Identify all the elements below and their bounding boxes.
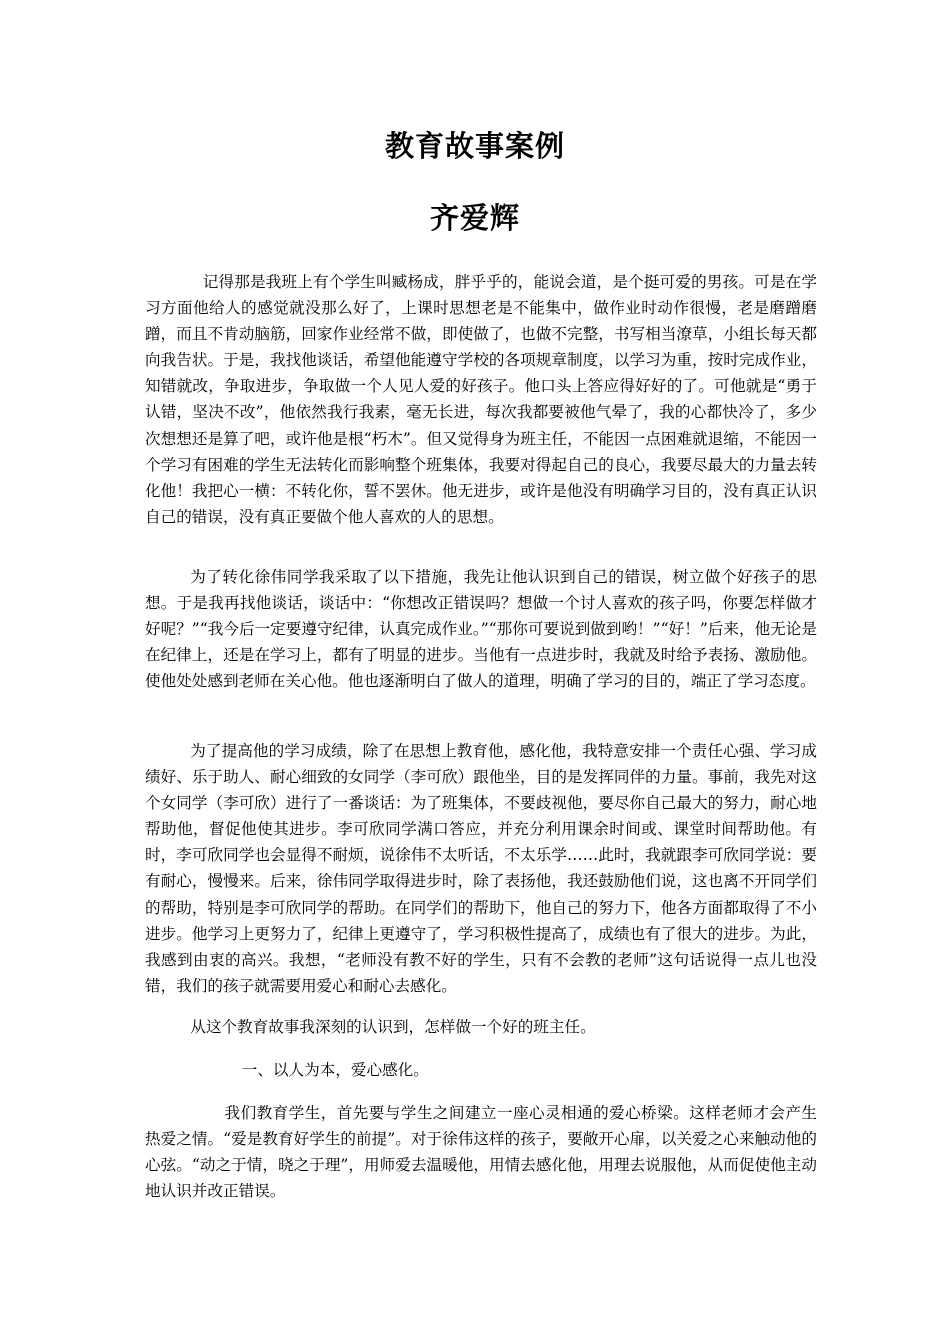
paragraph-4: 从这个教育故事我深刻的认识到，怎样做一个好的班主任。	[190, 1018, 596, 1036]
paragraph-3: 为了提高他的学习成绩，除了在思想上教育他，感化他，我特意安排一个责任心强、学习成绩好、乐于助人、耐心细致的女同学（李可欣）跟他坐，目的是发挥同伴的力量。事前，我先对这个女同学（李可欣）进行了一番谈话：为了班集体，不要歧视他，要尽你自己最大的努力，耐心地帮助他，督促他使其进步。李可欣同学满口答应，并充分利用课余时间或、课堂时间帮助他。有时，李可欣同学也会显得不耐烦，说徐伟不太听话，不太乐学……此时，我就跟李可欣同学说：要有耐心，慢慢来。后来，徐伟同学取得进步时，除了表扬他，我还鼓励他们说，这也离不开同学们的帮助，特别是李可欣同学的帮助。在同学们的帮助下，他自己的努力下，他各方面都取得了不小进步。他学习上更努力了，纪律上更遵守了，学习积极性提高了，成绩也有了很大的进步。为此，我感到由衷的高兴。我想，“老师没有教不好的学生，只有不会教的老师”这句话说得一点儿也没错，我们的孩子就需要用爱心和耐心去感化。	[145, 742, 817, 995]
paragraph-2: 为了转化徐伟同学我采取了以下措施，我先让他认识到自己的错误，树立做个好孩子的思想。于是我再找他谈话，谈话中：“你想改正错误吗？想做一个讨人喜欢的孩子吗，你要怎样做才好呢？”“我今后一定要遵守纪律，认真完成作业。”“那你可要说到做到哟！”“好！”后来，他无论是在纪律上，还是在学习上，都有了明显的进步。当他有一点进步时，我就及时给予表扬、激励他。使他处处感到老师在关心他。他也逐渐明白了做人的道理，明确了学习的目的，端正了学习态度。	[145, 568, 817, 691]
paragraph-5: 我们教育学生，首先要与学生之间建立一座心灵相通的爱心桥梁。这样老师才会产生热爱之情。“爱是教育好学生的前提”。对于徐伟这样的孩子，要敞开心扉，以关爱之心来触动他的心弦。“动之于情，晓之于理”，用师爱去温暖他，用情去感化他，用理去说服他，从而促使他主动地认识并改正错误。	[145, 1104, 817, 1201]
paragraph-1: 记得那是我班上有个学生叫臧杨成，胖乎乎的，能说会道，是个挺可爱的男孩。可是在学习方面他给人的感觉就没那么好了，上课时思想老是不能集中，做作业时动作很慢，老是磨蹭磨蹭，而且不肯动脑筋，回家作业经常不做，即使做了，也做不完整，书写相当潦草，小组长每天都向我告状。于是，我找他谈话，希望他能遵守学校的各项规章制度，以学习为重，按时完成作业，知错就改，争取进步，争取做一个人见人爱的好孩子。他口头上答应得好好的了。可他就是“勇于认错，坚决不改”，他依然我行我素，毫无长进，每次我都要被他气晕了，我的心都快冷了，多少次想想还是算了吧，或许他是根“朽木”。但又觉得身为班主任，不能因一点困难就退缩，不能因一个学习有困难的学生无法转化而影响整个班集体，我要对得起自己的良心，我要尽最大的力量去转化他！我把心一横：不转化你，誓不罢休。他无进步，或许是他没有明确学习目的，没有真正认识自己的错误，没有真正要做个他人喜欢的人的思想。	[145, 273, 817, 526]
page-title: 教育故事案例	[384, 129, 565, 163]
section-heading: 一、以人为本，爱心感化。	[241, 1061, 429, 1079]
author-name: 齐爱辉	[429, 201, 520, 235]
